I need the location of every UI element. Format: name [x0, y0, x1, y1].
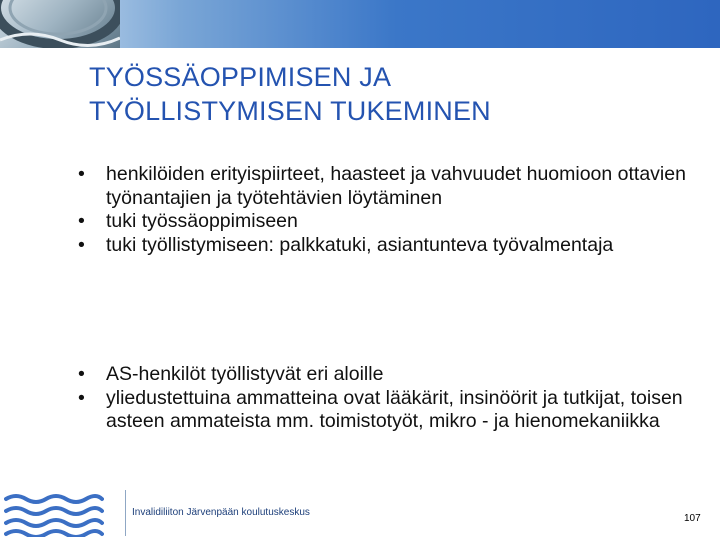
- list-item-text: tuki työllistymiseen: palkkatuki, asiantunteva työvalmentaja: [106, 233, 614, 256]
- bullet-icon: •: [78, 386, 85, 409]
- list-item-text: yliedustettuina ammatteina ovat lääkärit, insinöörit ja tutkijat, toisen asteen ammateista mm. toimistotyöt, mikro - ja hienomekaniikka: [106, 386, 683, 432]
- bullet-icon: •: [78, 210, 85, 232]
- page-number: 107: [684, 513, 701, 524]
- list-item: [78, 210, 718, 234]
- list-item-text: AS-henkilöt työllistyvät eri aloille: [106, 363, 384, 385]
- list-item: [78, 234, 718, 258]
- list-item: [78, 163, 718, 210]
- bullet-list-2: [78, 363, 718, 434]
- footer-organization: Invalidiliiton Järvenpään koulutuskeskus: [132, 507, 310, 518]
- bullet-icon: •: [78, 233, 85, 256]
- header-photo: [0, 0, 120, 48]
- list-item: [78, 363, 718, 387]
- bullet-icon: •: [78, 163, 85, 185]
- list-item: [78, 387, 718, 434]
- title-line-1: TYÖSSÄOPPIMISEN JA: [89, 62, 392, 92]
- footer-divider: [125, 490, 126, 536]
- bullet-list-1: [78, 163, 718, 257]
- title-line-2: TYÖLLISTYMISEN TUKEMINEN: [89, 96, 491, 126]
- list-item-text: tuki työssäoppimiseen: [106, 210, 298, 232]
- list-item-text: henkilöiden erityispiirteet, haasteet ja vahvuudet huomioon ottavien työnantajien ja työtehtävien löytäminen: [106, 163, 686, 209]
- waves-logo-icon: [4, 493, 104, 537]
- slide-title: [89, 60, 689, 128]
- bullet-icon: •: [78, 363, 85, 385]
